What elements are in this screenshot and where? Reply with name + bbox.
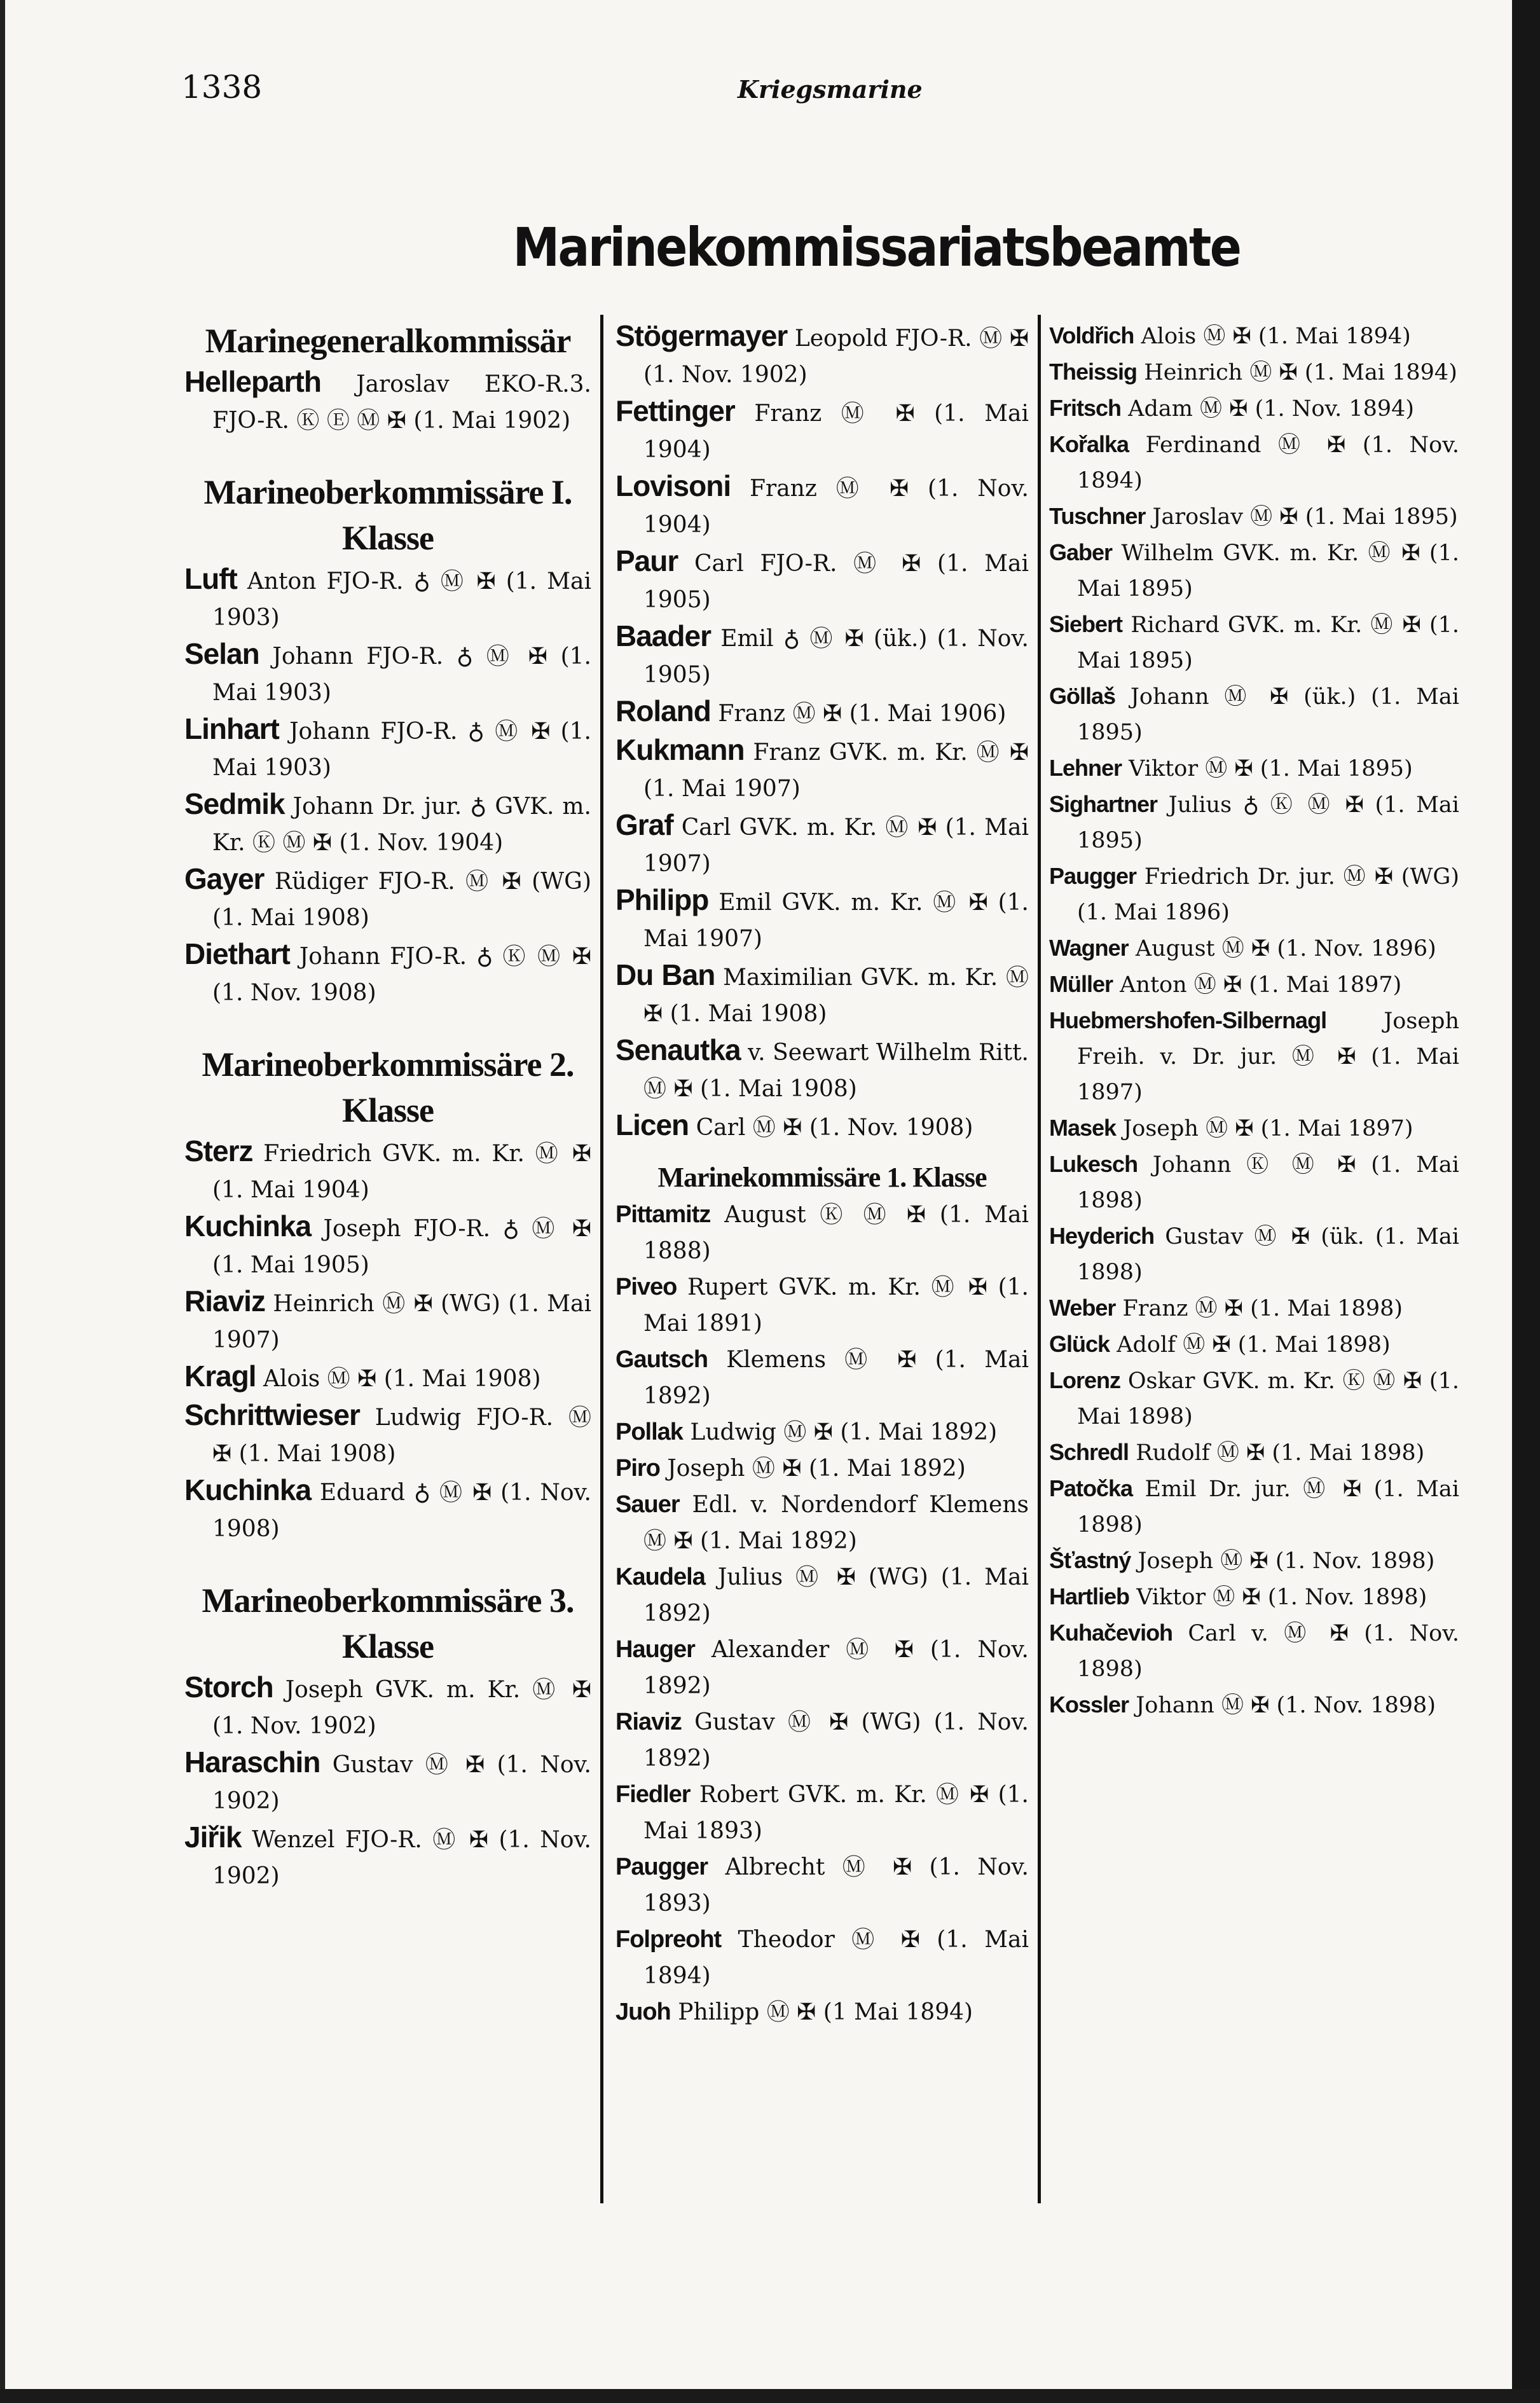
entry: Lehner Viktor Ⓜ ✠ (1. Mai 1895) — [1049, 755, 1413, 781]
entry: Masek Joseph Ⓜ ✠ (1. Mai 1897) — [1049, 1115, 1413, 1141]
page-number: 1338 — [181, 69, 263, 106]
entry: Paugger Friedrich Dr. jur. Ⓜ ✠ (WG) (1. Mai 1896) — [1049, 863, 1459, 925]
entry: Kossler Johann Ⓜ ✠ (1. Nov. 1898) — [1049, 1691, 1436, 1718]
entry: Haraschin Gustav Ⓜ ✠ (1. Nov. 1902) — [184, 1745, 592, 1814]
entry: Fritsch Adam Ⓜ ✠ (1. Nov. 1894) — [1049, 395, 1415, 422]
entry: Šťastný Joseph Ⓜ ✠ (1. Nov. 1898) — [1049, 1547, 1435, 1574]
entry: Diethart Johann FJO-R. ♁ Ⓚ Ⓜ ✠ (1. Nov. 1908) — [184, 937, 591, 1006]
entry: Kuchinka Eduard ♁ Ⓜ ✠ (1. Nov. 1908) — [184, 1473, 592, 1542]
entry: Folpreoht Theodor Ⓜ ✠ (1. Mai 1894) — [615, 1926, 1029, 1989]
entry: Piveo Rupert GVK. m. Kr. Ⓜ ✠ (1. Mai 1891) — [615, 1274, 1029, 1337]
entry: Gaber Wilhelm GVK. m. Kr. Ⓜ ✠ (1. Mai 1895) — [1049, 539, 1459, 602]
entry: Heyderich Gustav Ⓜ ✠ (ük. (1. Mai 1898) — [1049, 1223, 1459, 1285]
entry: Müller Anton Ⓜ ✠ (1. Mai 1897) — [1049, 971, 1402, 998]
entry: Lovisoni Franz Ⓜ ✠ (1. Nov. 1904) — [615, 469, 1029, 538]
column-rule-2 — [1038, 315, 1041, 2203]
section-title: Marineoberkommissäre 2. Klasse — [202, 1045, 574, 1129]
column-2 — [615, 318, 1029, 2030]
entry: Sauer Edl. v. Nordendorf Klemens Ⓜ ✠ (1. Mai 1892) — [615, 1491, 1029, 1554]
entry: Huebmershofen-Silbernagl Joseph Freih. v. Dr. jur. Ⓜ ✠ (1. Mai 1897) — [1049, 1007, 1459, 1105]
entry: Baader Emil ♁ Ⓜ ✠ (ük.) (1. Nov. 1905) — [615, 619, 1029, 688]
column-rule-1 — [600, 315, 603, 2203]
entry: Siebert Richard GVK. m. Kr. Ⓜ ✠ (1. Mai 1895) — [1049, 611, 1459, 673]
entry: Helleparth Jaroslav EKO-R.3. FJO-R. Ⓚ Ⓔ Ⓜ ✠ (1. Mai 1902) — [184, 365, 591, 434]
entry: Gayer Rüdiger FJO-R. Ⓜ ✠ (WG) (1. Mai 1908) — [184, 862, 591, 931]
entry: Sighartner Julius ♁ Ⓚ Ⓜ ✠ (1. Mai 1895) — [1049, 791, 1459, 853]
entry: Wagner August Ⓜ ✠ (1. Nov. 1896) — [1049, 935, 1436, 961]
entry: Licen Carl Ⓜ ✠ (1. Nov. 1908) — [615, 1108, 973, 1141]
entry: Storch Joseph GVK. m. Kr. Ⓜ ✠ (1. Nov. 1902) — [184, 1670, 591, 1739]
entry: Graf Carl GVK. m. Kr. Ⓜ ✠ (1. Mai 1907) — [615, 808, 1029, 877]
scan-edge-bottom — [0, 2389, 1540, 2403]
entry: Theissig Heinrich Ⓜ ✠ (1. Mai 1894) — [1049, 359, 1457, 385]
section-title: Marineoberkommissäre I. Klasse — [203, 473, 572, 557]
section-title: Marinegeneralkommissär — [205, 322, 571, 360]
entry: Glück Adolf Ⓜ ✠ (1. Mai 1898) — [1049, 1331, 1391, 1358]
entry: Piro Joseph Ⓜ ✠ (1. Mai 1892) — [615, 1455, 966, 1482]
entry: Kaudela Julius Ⓜ ✠ (WG) (1. Mai 1892) — [615, 1564, 1029, 1627]
entry: Juoh Philipp Ⓜ ✠ (1 Mai 1894) — [615, 1999, 973, 2025]
column-1 — [184, 318, 591, 1894]
section-title: Marinekommissäre 1. Klasse — [657, 1162, 987, 1193]
entry: Lukesch Johann Ⓚ Ⓜ ✠ (1. Mai 1898) — [1049, 1151, 1459, 1213]
scan-edge-left — [0, 0, 5, 2403]
entry: Paugger Albrecht Ⓜ ✠ (1. Nov. 1893) — [615, 1854, 1029, 1917]
entry: Hartlieb Viktor Ⓜ ✠ (1. Nov. 1898) — [1049, 1583, 1427, 1610]
entry: Du Ban Maximilian GVK. m. Kr. Ⓜ ✠ (1. Mai 1908) — [615, 958, 1029, 1027]
entry: Pittamitz August Ⓚ Ⓜ ✠ (1. Mai 1888) — [615, 1201, 1029, 1264]
entry: Göllaš Johann Ⓜ ✠ (ük.) (1. Mai 1895) — [1049, 683, 1459, 745]
entry: Schredl Rudolf Ⓜ ✠ (1. Mai 1898) — [1049, 1439, 1425, 1466]
entry: Luft Anton FJO-R. ♁ Ⓜ ✠ (1. Mai 1903) — [184, 562, 591, 631]
entry: Tuschner Jaroslav Ⓜ ✠ (1. Mai 1895) — [1049, 503, 1458, 530]
entry: Pollak Ludwig Ⓜ ✠ (1. Mai 1892) — [615, 1419, 998, 1445]
entry: Kragl Alois Ⓜ ✠ (1. Mai 1908) — [184, 1360, 541, 1393]
entry: Sedmik Johann Dr. jur. ♁ GVK. m. Kr. Ⓚ Ⓜ ✠ (1. Nov. 1904) — [184, 787, 592, 856]
entry: Fiedler Robert GVK. m. Kr. Ⓜ ✠ (1. Mai 1893) — [615, 1781, 1029, 1844]
entry: Kukmann Franz GVK. m. Kr. Ⓜ ✠ (1. Mai 1907) — [615, 733, 1029, 802]
entry: Voldřich Alois Ⓜ ✠ (1. Mai 1894) — [1049, 322, 1411, 349]
entry: Riaviz Gustav Ⓜ ✠ (WG) (1. Nov. 1892) — [615, 1709, 1029, 1772]
entry: Patočka Emil Dr. jur. Ⓜ ✠ (1. Mai 1898) — [1049, 1475, 1459, 1538]
entry: Kořalka Ferdinand Ⓜ ✠ (1. Nov. 1894) — [1049, 431, 1459, 493]
scan-edge-right — [1512, 0, 1540, 2403]
entry: Lorenz Oskar GVK. m. Kr. Ⓚ Ⓜ ✠ (1. Mai 1898) — [1049, 1367, 1459, 1429]
section-title: Marineoberkommissäre 3. Klasse — [202, 1581, 574, 1665]
entry: Hauger Alexander Ⓜ ✠ (1. Nov. 1892) — [615, 1636, 1029, 1699]
entry: Weber Franz Ⓜ ✠ (1. Mai 1898) — [1049, 1295, 1403, 1321]
entry: Riaviz Heinrich Ⓜ ✠ (WG) (1. Mai 1907) — [184, 1284, 591, 1353]
entry: Selan Johann FJO-R. ♁ Ⓜ ✠ (1. Mai 1903) — [184, 637, 591, 706]
entry: Fettinger Franz Ⓜ ✠ (1. Mai 1904) — [615, 394, 1029, 463]
column-3 — [1049, 318, 1459, 1723]
entry: Schrittwieser Ludwig FJO-R. Ⓜ ✠ (1. Mai 1908) — [184, 1398, 591, 1467]
entry: Sterz Friedrich GVK. m. Kr. Ⓜ ✠ (1. Mai 1904) — [184, 1134, 591, 1203]
entry: Jiřik Wenzel FJO-R. Ⓜ ✠ (1. Nov. 1902) — [184, 1821, 591, 1889]
entry: Kuhačevioh Carl v. Ⓜ ✠ (1. Nov. 1898) — [1049, 1620, 1459, 1682]
running-title: Kriegsmarine — [738, 75, 923, 104]
entry: Stögermayer Leopold FJO-R. Ⓜ ✠ (1. Nov. 1902) — [615, 319, 1029, 388]
entry: Senautka v. Seewart Wilhelm Ritt. Ⓜ ✠ (1. Mai 1908) — [615, 1033, 1029, 1102]
page-title: Marinekommissariatsbeamte — [512, 216, 1241, 279]
entry: Linhart Johann FJO-R. ♁ Ⓜ ✠ (1. Mai 1903) — [184, 712, 591, 781]
entry: Philipp Emil GVK. m. Kr. Ⓜ ✠ (1. Mai 1907) — [615, 883, 1029, 952]
entry: Gautsch Klemens Ⓜ ✠ (1. Mai 1892) — [615, 1346, 1029, 1409]
entry: Kuchinka Joseph FJO-R. ♁ Ⓜ ✠ (1. Mai 1905) — [184, 1209, 591, 1278]
entry: Paur Carl FJO-R. Ⓜ ✠ (1. Mai 1905) — [615, 544, 1029, 613]
entry: Roland Franz Ⓜ ✠ (1. Mai 1906) — [615, 694, 1007, 727]
